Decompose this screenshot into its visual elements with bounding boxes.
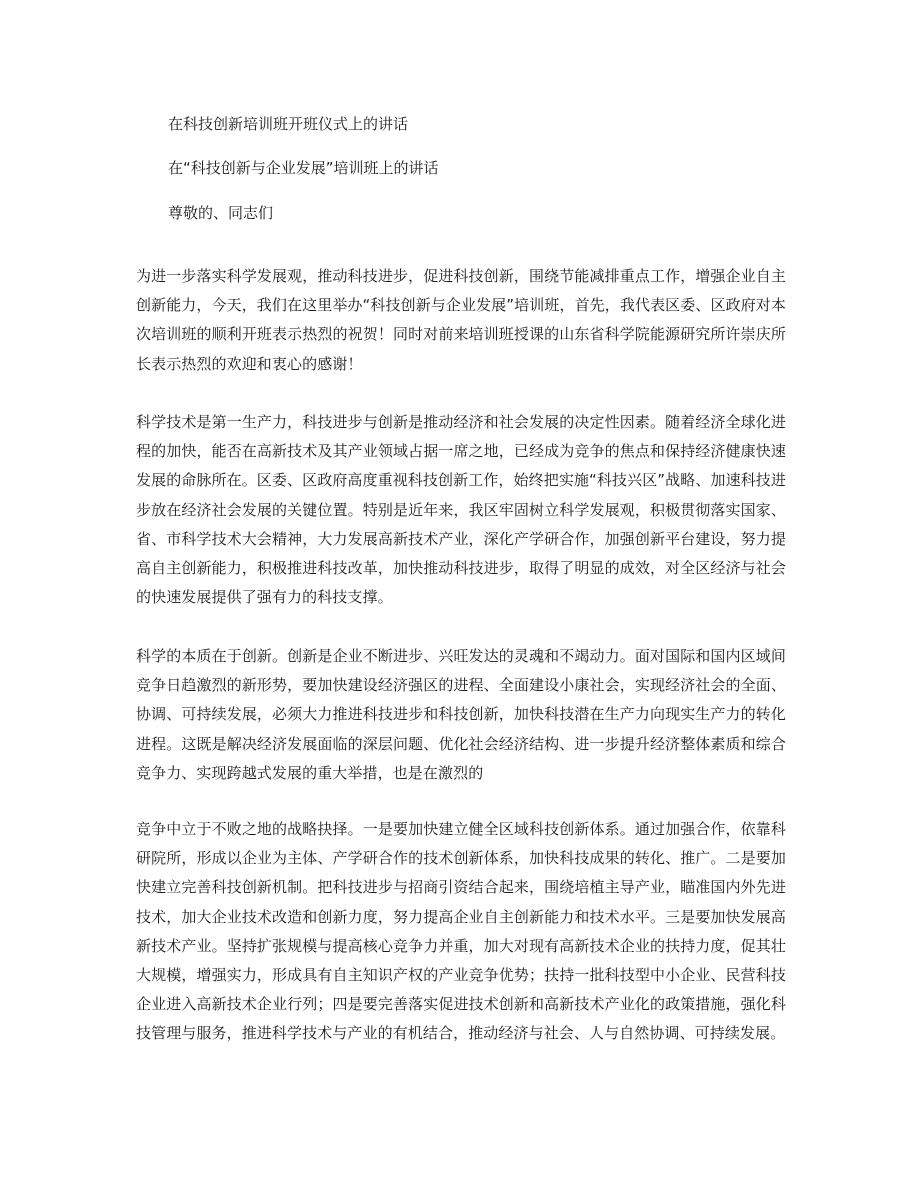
paragraph-3: 科学的本质在于创新。创新是企业不断进步、兴旺发达的灵魂和不竭动力。面对国际和国内区域间竞争日趋激烈的新形势，要加快建设经济强区的进程、全面建设小康社会，实现经济社会的全面、协调、可持续发展，必须大力推进科技进步和科技创新，加快科技潜在生产力向现实生产力的转化进程。这既是解决经济发展面临的深层问题、优化社会经济结构、进一步提升经济整体素质和综合竞争力、实现跨越式发展的重大举措，也是在激烈的 — [136, 647, 786, 782]
title-line-1: 在科技创新培训班开班仪式上的讲话 — [168, 115, 409, 133]
paragraph-1: 为进一步落实科学发展观，推动科技进步，促进科技创新，围绕节能减排重点工作，增强企业自主创新能力，今天，我们在这里举办“科技创新与企业发展”培训班，首先，我代表区委、区政府对本次培训班的顺利开班表示热烈的祝贺！同时对前来培训班授课的山东省科学院能源研究所许崇庆所长表示热烈的欢迎和衷心的感谢！ — [136, 267, 786, 373]
paragraph-2: 科学技术是第一生产力，科技进步与创新是推动经济和社会发展的决定性因素。随着经济全球化进程的加快，能否在高新技术及其产业领域占据一席之地，已经成为竞争的焦点和保持经济健康快速发展的命脉所在。区委、区政府高度重视科技创新工作，始终把实施“科技兴区”战略、加速科技进步放在经济社会发展的关键位置。特别是近年来，我区牢固树立科学发展观，积极贯彻落实国家、省、市科学技术大会精神，大力发展高新技术产业，深化产学研合作，加强创新平台建设，努力提高自主创新能力，积极推进科技改革，加快推动科技进步，取得了明显的成效，对全区经济与社会的快速发展提供了强有力的科技支撑。 — [136, 413, 786, 607]
salutation: 尊敬的、同志们 — [168, 204, 274, 222]
paragraph-4: 竞争中立于不败之地的战略抉择。一是要加快建立健全区域科技创新体系。通过加强合作，依靠科研院所，形成以企业为主体、产学研合作的技术创新体系，加快科技成果的转化、推广。二是要加快建立完善科技创新机制。把科技进步与招商引资结合起来，围绕培植主导产业，瞄准国内外先进技术，加大企业技术改造和创新力度，努力提高企业自主创新能力和技术水平。三是要加快发展高新技术产业。坚持扩张规模与提高核心竞争力并重，加大对现有高新技术企业的扶持力度，促其壮大规模，增强实力，形成具有自主知识产权的产业竞争优势；扶持一批科技型中小企业、民营科技企业进入高新技术企业行列；四是要完善落实促进技术创新和高新技术产业化的政策措施，强化科技管理与服务，推进科学技术与产业的有机结合，推动经济与社会、人与自然协调、可持续发展。 — [136, 820, 786, 1043]
title-line-2: 在“科技创新与企业发展”培训班上的讲话 — [168, 159, 439, 177]
